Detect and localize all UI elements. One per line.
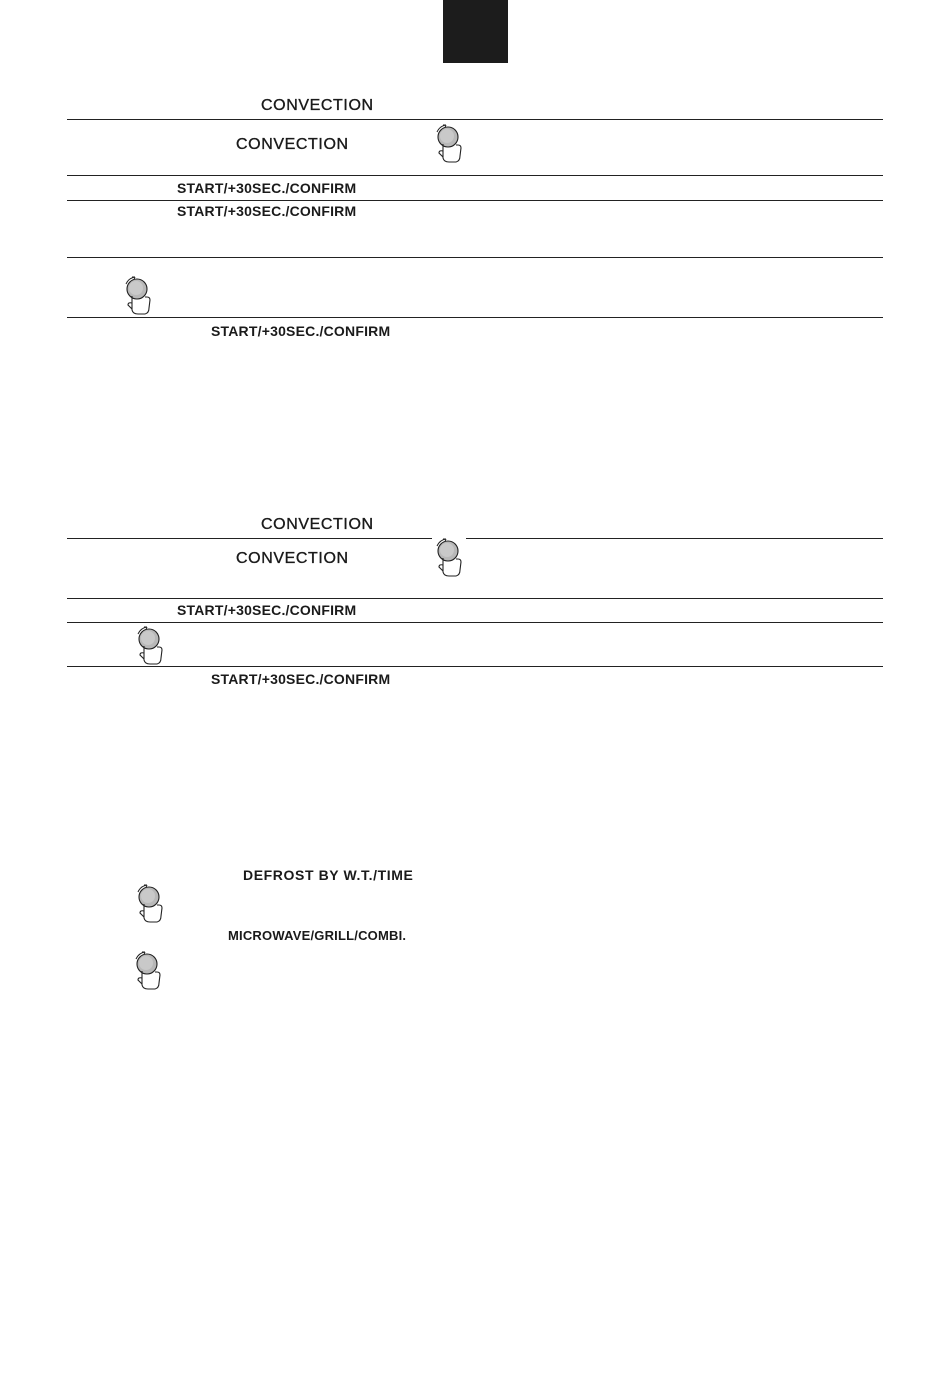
step2-start-confirm-key: START/+30SEC./CONFIRM xyxy=(177,602,357,618)
step1-convection-key: CONVECTION xyxy=(236,550,349,567)
step5-start-confirm-key: START/+30SEC./CONFIRM xyxy=(211,323,391,339)
dial-knob-hand-icon xyxy=(133,626,167,666)
section2-heading-convection: CONVECTION xyxy=(261,516,374,533)
rule xyxy=(67,175,883,176)
rule xyxy=(67,200,883,201)
rule xyxy=(67,622,883,623)
page-tab xyxy=(443,0,508,63)
rule xyxy=(67,119,883,120)
rule xyxy=(67,598,883,599)
step3-start-confirm-key: START/+30SEC./CONFIRM xyxy=(177,203,357,219)
section1-heading-convection: CONVECTION xyxy=(261,97,374,114)
step2-start-confirm-key: START/+30SEC./CONFIRM xyxy=(177,180,357,196)
step4-start-confirm-key: START/+30SEC./CONFIRM xyxy=(211,671,391,687)
dial-knob-hand-icon xyxy=(131,951,165,991)
microwave-grill-combi-key: MICROWAVE/GRILL/COMBI. xyxy=(228,928,407,943)
dial-knob-hand-icon xyxy=(432,538,466,578)
dial-knob-hand-icon xyxy=(121,276,155,316)
dial-knob-hand-icon xyxy=(133,884,167,924)
rule xyxy=(67,317,883,318)
step1-convection-key: CONVECTION xyxy=(236,136,349,153)
rule xyxy=(67,666,883,667)
dial-knob-hand-icon xyxy=(432,124,466,164)
defrost-key: DEFROST BY W.T./TIME xyxy=(243,867,414,883)
rule xyxy=(67,538,883,539)
rule xyxy=(67,257,883,258)
